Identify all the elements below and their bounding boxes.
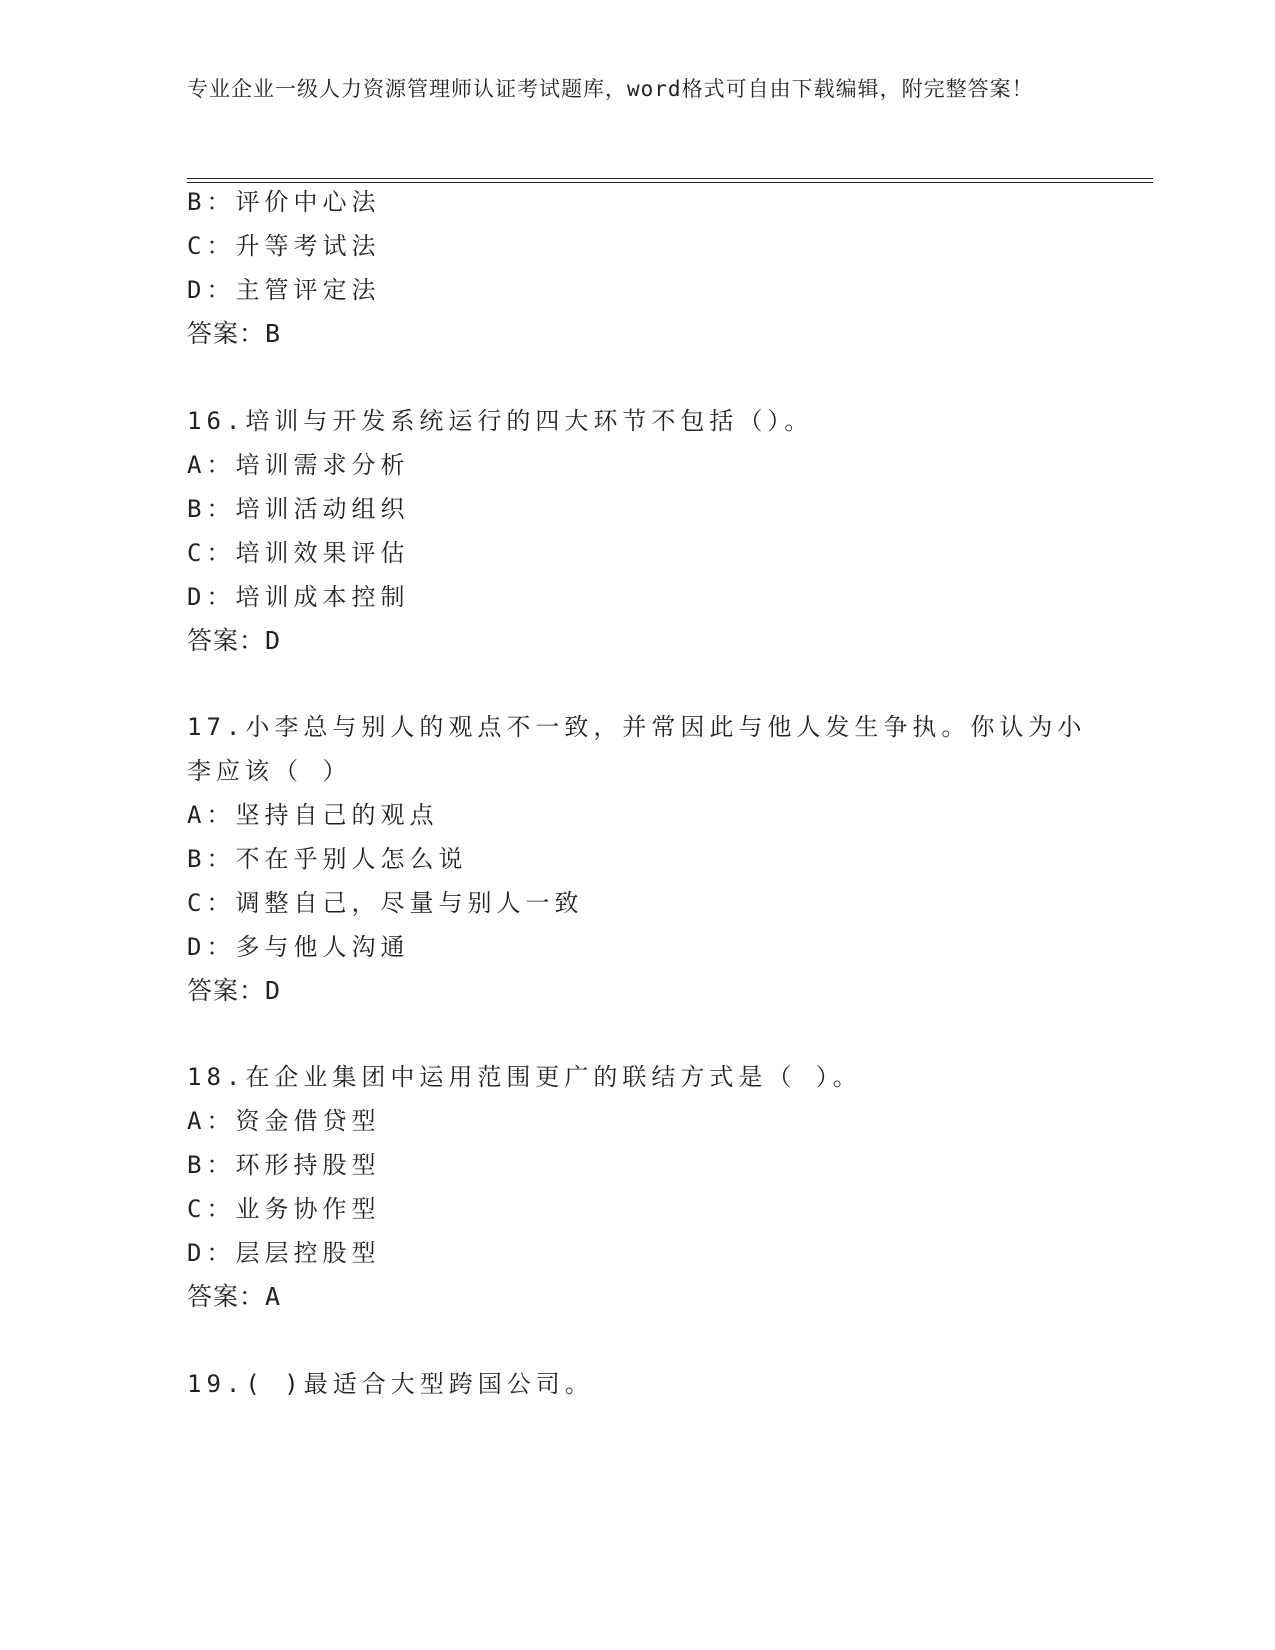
q17-option-d: D：多与他人沟通: [187, 933, 410, 961]
answer-label: 答案：: [187, 976, 266, 1005]
q17-option-b: B：不在乎别人怎么说: [187, 845, 468, 873]
answer-label: 答案：: [187, 626, 266, 655]
q16-answer: [187, 626, 281, 656]
document-header: 专业企业一级人力资源管理师认证考试题库，word格式可自由下载编辑，附完整答案！: [187, 77, 1034, 101]
answer-value: B: [265, 319, 282, 348]
q16-option-a: A：培训需求分析: [187, 451, 410, 479]
header-divider-bottom: [187, 182, 1153, 183]
answer-value: D: [265, 626, 282, 655]
q16-option-c: C：培训效果评估: [187, 539, 410, 567]
q18-option-d: D：层层控股型: [187, 1239, 381, 1267]
q18-option-c: C：业务协作型: [187, 1195, 381, 1223]
answer-label: 答案：: [187, 319, 266, 348]
q18-option-b: B：环形持股型: [187, 1151, 381, 1179]
q17-question-line2: 李应该（ ）: [187, 757, 352, 785]
answer-value: A: [265, 1282, 282, 1311]
q16-option-b: B：培训活动组织: [187, 495, 410, 523]
q16-question: 16.培训与开发系统运行的四大环节不包括（）。: [187, 407, 814, 435]
q18-answer: [187, 1282, 281, 1312]
q17-question-line1: 17.小李总与别人的观点不一致，并常因此与他人发生争执。你认为小: [187, 713, 1087, 741]
q17-option-c: C：调整自己，尽量与别人一致: [187, 889, 584, 917]
q15-option-c: C：升等考试法: [187, 232, 381, 260]
q17-option-a: A：坚持自己的观点: [187, 801, 439, 829]
answer-label: 答案：: [187, 1282, 266, 1311]
q17-answer: [187, 976, 281, 1006]
q15-option-b: B：评价中心法: [187, 188, 381, 216]
q18-option-a: A：资金借贷型: [187, 1107, 381, 1135]
q15-option-d: D：主管评定法: [187, 276, 381, 304]
q15-answer: [187, 319, 281, 349]
q19-question: 19.( )最适合大型跨国公司。: [187, 1370, 594, 1398]
q16-option-d: D：培训成本控制: [187, 583, 410, 611]
header-divider-top: [187, 178, 1153, 179]
q18-question: 18.在企业集团中运用范围更广的联结方式是（ ）。: [187, 1063, 862, 1091]
answer-value: D: [265, 976, 282, 1005]
